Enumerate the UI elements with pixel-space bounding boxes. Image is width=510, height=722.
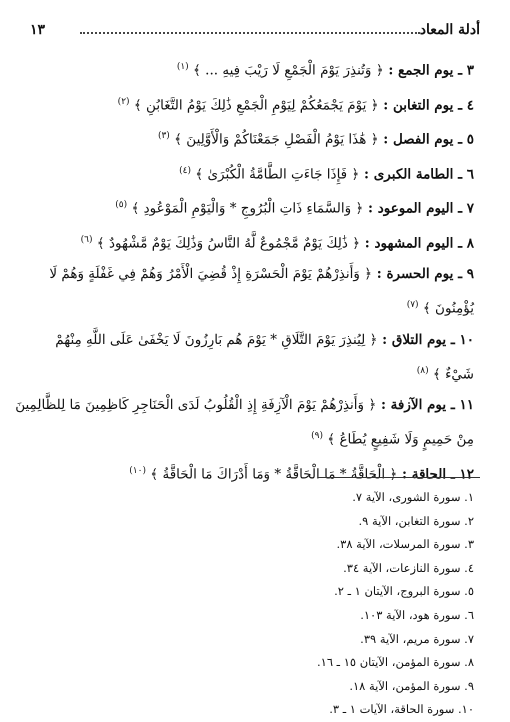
verse-text: ﴿ وَالسَّمَاءِ ذَاتِ الْبُرُوجِ * وَالْيَوْمِ الْمَوْعُودِ ﴾ xyxy=(131,200,364,217)
item-dash: ـ xyxy=(446,466,460,482)
footnote: ٥. سورة البروج، الآيتان ١ ـ ٢. xyxy=(334,584,474,599)
item-number: ٨ xyxy=(466,235,474,251)
verse-text: ﴿ لِيُنذِرَ يَوْمَ التَّلَاقِ * يَوْمَ هُم بَارِزُونَ لَا يَخْفَىٰ عَلَى اللَّهِ مِنْهُمْ xyxy=(55,331,378,348)
item-dash: ـ xyxy=(453,131,467,148)
item-term: يوم الفصل xyxy=(392,131,454,148)
item-colon: : xyxy=(383,62,399,79)
item-term: يوم الجمع xyxy=(398,62,454,79)
list-item xyxy=(34,225,474,260)
item-dash: ـ xyxy=(453,200,467,217)
item-dash: ـ xyxy=(453,235,467,251)
footnote-ref: (٥) xyxy=(115,200,128,210)
item-term: يوم الحسرة xyxy=(386,266,454,282)
verse-text: ﴿ وَأَنذِرْهُمْ يَوْمَ الْحَسْرَةِ إِذْ قُضِيَ الْأَمْرُ وَهُمْ فِي غَفْلَةٍ وَهُمْ لَا xyxy=(49,266,373,282)
list-item xyxy=(34,156,474,191)
footnote-ref: (١٠) xyxy=(129,465,146,476)
footnote: ٩. سورة المؤمن، الآية ١٨. xyxy=(349,678,474,693)
item-term: يوم الآزفة xyxy=(390,397,447,413)
verse-text-continued: مِنْ حَمِيمٍ وَلَا شَفِيعٍ يُطَاعُ ﴾ xyxy=(327,431,474,448)
page-header xyxy=(30,22,480,44)
page-number: ١٣ xyxy=(30,22,46,38)
list-item xyxy=(15,390,474,421)
item-colon: : xyxy=(360,235,375,251)
footnote: ١٠. سورة الحاقة، الآيات ١ ـ ٣. xyxy=(329,702,474,717)
footnote-ref: (٧) xyxy=(406,300,419,310)
verse-text-continued: يُؤْمِنُونَ ﴾ xyxy=(422,300,474,317)
footnote: ٦. سورة هود، الآية ١٠٣. xyxy=(360,607,474,622)
list-item xyxy=(34,52,474,87)
list-item xyxy=(34,190,474,225)
item-dash: ـ xyxy=(453,266,467,282)
item-colon: : xyxy=(378,131,393,148)
item-number: ٤ xyxy=(466,97,474,113)
footnote: ٧. سورة مريم، الآية ٣٩. xyxy=(360,631,474,646)
verse-text: ﴿ هَٰذَا يَوْمُ الْفَصْلِ جَمَعْنَاكُمْ وَالْأَوَّلِينَ ﴾ xyxy=(174,131,379,148)
item-colon: : xyxy=(378,97,393,113)
footnote-ref: (٦) xyxy=(80,234,93,245)
item-colon: : xyxy=(359,166,374,182)
item-colon: : xyxy=(376,397,391,413)
item-dash: ـ xyxy=(453,97,467,113)
item-colon: : xyxy=(363,200,378,217)
item-dash: ـ xyxy=(446,331,460,348)
footnote: ٢. سورة التغابن، الآية ٩. xyxy=(358,513,474,528)
item-dash: ـ xyxy=(453,62,467,79)
item-number: ٧ xyxy=(466,200,474,217)
item-term: الطامة الكبرى xyxy=(373,166,454,182)
footnote-ref: (٢) xyxy=(117,96,130,107)
item-colon: : xyxy=(377,331,392,348)
list-item-continuation xyxy=(34,290,474,325)
item-number: ٩ xyxy=(466,266,474,282)
verse-text: ﴿ ذَٰلِكَ يَوْمٌ مَّجْمُوعٌ لَّهُ النَّاسُ وَذَٰلِكَ يَوْمٌ مَّشْهُودٌ ﴾ xyxy=(96,235,361,251)
list-item xyxy=(34,121,474,156)
verse-text: ﴿ وَتُنذِرَ يَوْمَ الْجَمْعِ لَا رَيْبَ فِيهِ ... ﴾ xyxy=(192,62,384,79)
verse-text: ﴿ الْحَاقَّةُ * مَا الْحَاقَّةُ * وَمَا أَدْرَاكَ مَا الْحَاقَّةُ ﴾ xyxy=(150,466,398,482)
list-item-continuation xyxy=(34,421,474,456)
item-term: يوم التلاق xyxy=(391,331,447,348)
item-number: ١٢ xyxy=(459,466,474,482)
footnote-separator xyxy=(318,477,480,478)
item-number: ٦ xyxy=(466,166,474,182)
footnote-ref: (٨) xyxy=(416,365,429,376)
main-text xyxy=(15,52,474,490)
list-item-continuation xyxy=(34,356,474,391)
footnote: ٨. سورة المؤمن، الآيتان ١٥ ـ ١٦. xyxy=(317,655,474,670)
footnotes xyxy=(200,486,474,722)
running-title: أدلة المعاد xyxy=(419,22,480,38)
item-term: اليوم الموعود xyxy=(377,200,454,217)
item-colon: : xyxy=(372,266,387,282)
item-dash: ـ xyxy=(446,397,460,413)
footnote: ٤. سورة النازعات، الآية ٣٤. xyxy=(343,560,474,575)
list-item xyxy=(34,325,474,356)
verse-text: ﴿ فَإِذَا جَاءَتِ الطَّامَّةُ الْكُبْرَىٰ ﴾ xyxy=(195,166,360,182)
item-number: ١٠ xyxy=(459,331,474,348)
footnote-ref: (٩) xyxy=(311,431,323,441)
list-item xyxy=(34,456,474,491)
item-number: ٥ xyxy=(466,131,474,148)
item-dash: ـ xyxy=(453,166,467,182)
footnote-ref: (٣) xyxy=(157,131,170,141)
list-item xyxy=(34,259,474,290)
item-colon: : xyxy=(397,466,412,482)
footnote: ١. سورة الشورى، الآية ٧. xyxy=(352,490,474,504)
item-number: ٣ xyxy=(466,62,474,79)
item-term: اليوم المشهود xyxy=(374,235,454,251)
item-term: الحاقة xyxy=(411,466,447,482)
item-term: يوم التغابن xyxy=(392,97,454,113)
list-item xyxy=(34,87,474,122)
footnote-ref: (٤) xyxy=(179,165,191,176)
verse-text-continued: شَيْءٌ ﴾ xyxy=(432,366,474,382)
footnote-ref: (١) xyxy=(176,62,189,72)
item-number: ١١ xyxy=(459,397,474,413)
dotted-leader xyxy=(80,32,420,34)
verse-text: ﴿ وَأَنذِرْهُمْ يَوْمَ الْآزِفَةِ إِذِ الْقُلُوبُ لَدَى الْحَنَاجِرِ كَاظِمِينَ مَا لِلظَّالِمِينَ xyxy=(15,397,377,413)
verse-text: ﴿ يَوْمَ يَجْمَعُكُمْ لِيَوْمِ الْجَمْعِ ذَٰلِكَ يَوْمُ التَّغَابُنِ ﴾ xyxy=(133,97,379,113)
footnote: ٣. سورة المرسلات، الآية ٣٨. xyxy=(336,537,474,552)
